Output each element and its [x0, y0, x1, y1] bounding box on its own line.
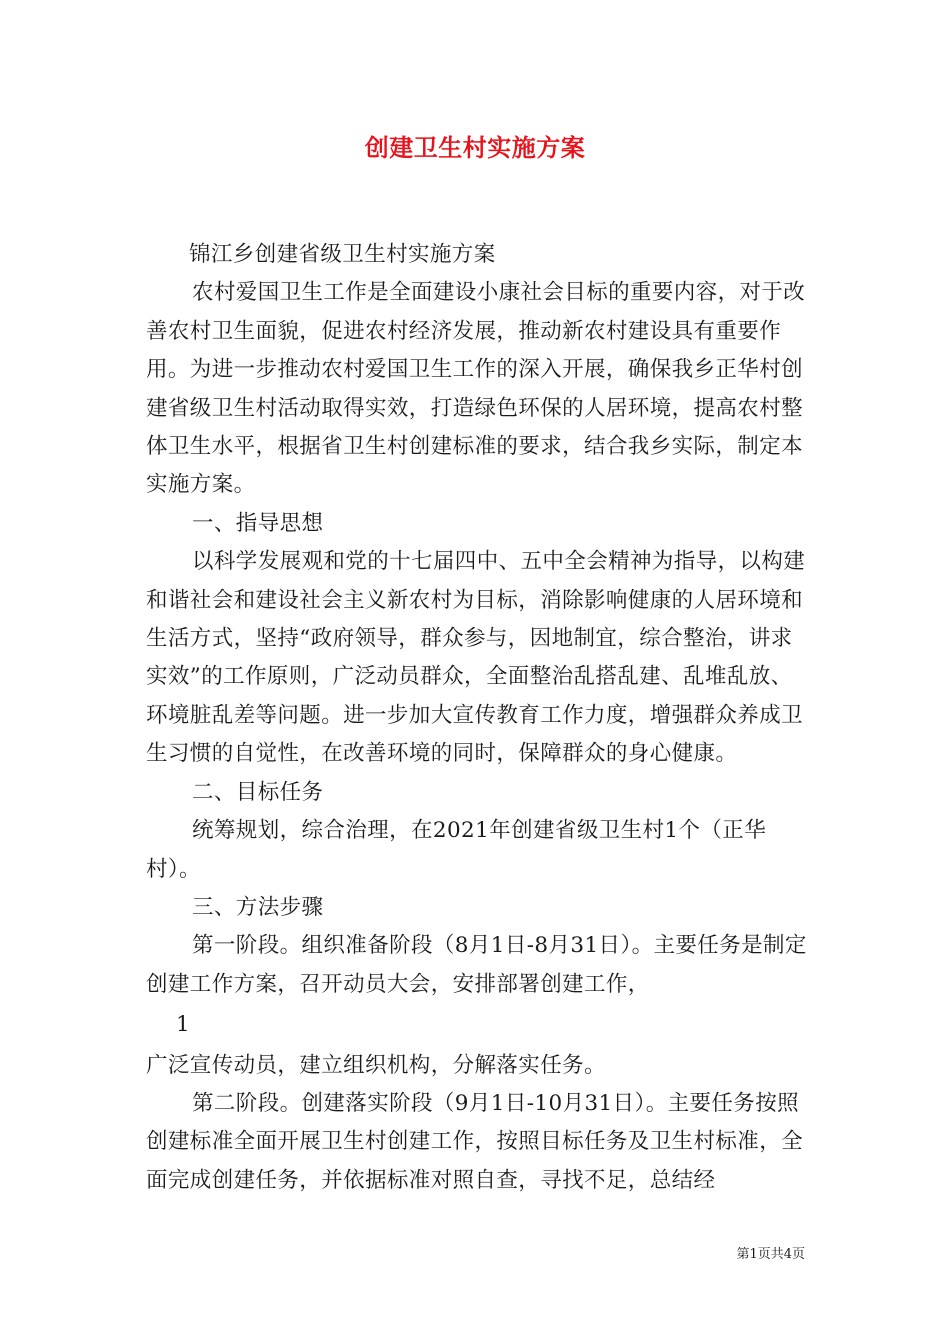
stage-two-paragraph: 第二阶段。创建落实阶段（9月1日-10月31日）。主要任务按照创建标准全面开展卫生村创建工作，按照目标任务及卫生村标准，全面完成创建任务，并依据标准对照自查，寻找不足，总结经 — [146, 1090, 804, 1193]
document-body — [146, 236, 812, 1200]
guiding-ideology-paragraph: 以科学发展观和党的十七届四中、五中全会精神为指导，以构建和谐社会和建设社会主义新农村为目标，消除影响健康的人居环境和生活方式，坚持“政府领导，群众参与，因地制宜，综合整治，讲求实效”的工作原则，广泛动员群众，全面整治乱搭乱建、乱堆乱放、环境脏乱差等问题。进一步加大宣传教育工作力度，增强群众养成卫生习惯的自觉性，在改善环境的同时，保障群众的身心健康。 — [146, 549, 806, 767]
page-footer: 第1页共4页 — [736, 1247, 805, 1262]
section-heading-goals: 二、目标任务 — [192, 779, 324, 805]
page-break-number: 1 — [176, 1012, 191, 1038]
section-heading-methods: 三、方法步骤 — [192, 894, 324, 920]
document-title: 创建卫生村实施方案 — [364, 133, 586, 162]
stage-one-continuation: 广泛宣传动员，建立组织机构，分解落实任务。 — [146, 1052, 606, 1078]
stage-one-paragraph: 第一阶段。组织准备阶段（8月1日-8月31日）。主要任务是制定创建工作方案，召开动员大会，安排部署创建工作， — [146, 933, 807, 997]
subtitle-paragraph: 锦江乡创建省级卫生村实施方案 — [189, 242, 496, 267]
intro-paragraph: 农村爱国卫生工作是全面建设小康社会目标的重要内容，对于改善农村卫生面貌，促进农村经济发展，推动新农村建设具有重要作用。为进一步推动农村爱国卫生工作的深入开展，确保我乡正华村创建省级卫生村活动取得实效，打造绿色环保的人居环境，提高农村整体卫生水平，根据省卫生村创建标准的要求，结合我乡实际，制定本实施方案。 — [146, 280, 806, 498]
section-heading-guiding-ideology: 一、指导思想 — [192, 510, 324, 536]
goals-paragraph: 统筹规划，综合治理，在2021年创建省级卫生村1个（正华村）。 — [146, 818, 767, 882]
